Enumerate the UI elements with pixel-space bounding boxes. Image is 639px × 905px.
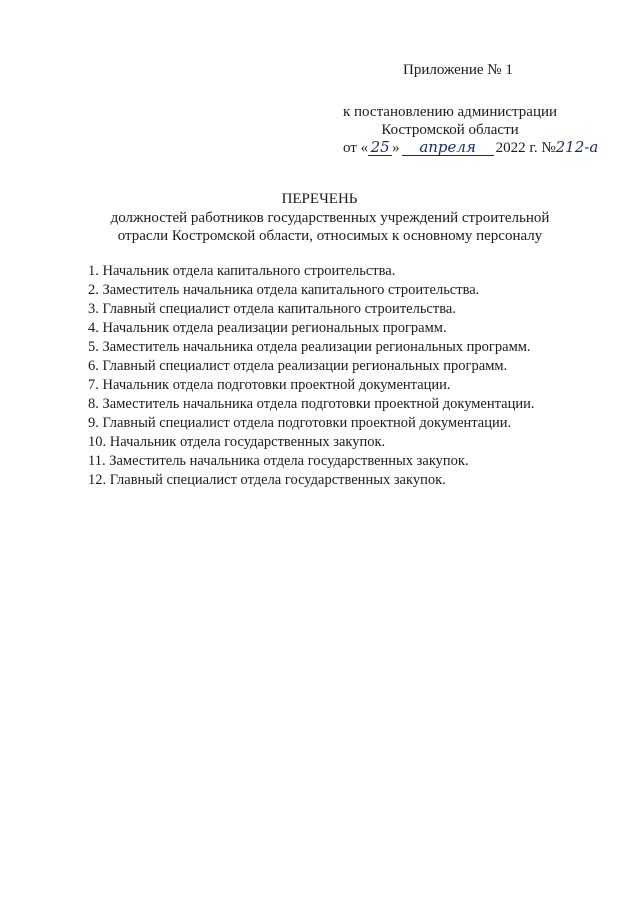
list-item: 6. Главный специалист отдела реализации региональных программ. [88,358,508,374]
list-subtitle [90,209,570,245]
list-item: 11. Заместитель начальника отдела государственных закупок. [88,453,469,469]
list-item: 8. Заместитель начальника отдела подготовки проектной документации. [88,396,535,412]
positions-list [88,262,534,490]
list-item: 9. Главный специалист отдела подготовки проектной документации. [88,415,512,431]
list-item: 4. Начальник отдела реализации региональных программ. [88,320,447,336]
date-prefix: от « [343,140,369,156]
list-item: 2. Заместитель начальника отдела капитального строительства. [88,282,480,298]
date-year: 2022 г. № [495,140,556,156]
list-item: 3. Главный специалист отдела капитального строительства. [88,301,456,317]
list-item: 5. Заместитель начальника отдела реализации региональных программ. [88,339,531,355]
date-day-handwritten: 25 [368,139,392,156]
date-month-handwritten: апреля [402,139,494,156]
list-item: 7. Начальник отдела подготовки проектной документации. [88,377,451,393]
list-item: 10. Начальник отдела государственных закупок. [88,434,386,450]
document-number-handwritten: 212-а [555,138,599,156]
subtitle-line-2: отрасли Костромской области, относимых к основному персоналу [117,228,543,244]
reference-line-1: к постановлению администрации [342,104,558,120]
document-date-line [343,139,600,157]
date-quote-close: » [392,140,400,156]
appendix-label: Приложение № 1 [403,62,513,78]
subtitle-line-1: должностей работников государственных учреждений строительной [110,210,550,226]
list-item: 1. Начальник отдела капитального строительства. [88,263,396,279]
list-title: ПЕРЕЧЕНЬ [281,191,358,207]
reference-block [300,103,600,139]
reference-line-2: Костромской области [381,122,519,138]
list-item: 12. Главный специалист отдела государственных закупок. [88,472,446,488]
